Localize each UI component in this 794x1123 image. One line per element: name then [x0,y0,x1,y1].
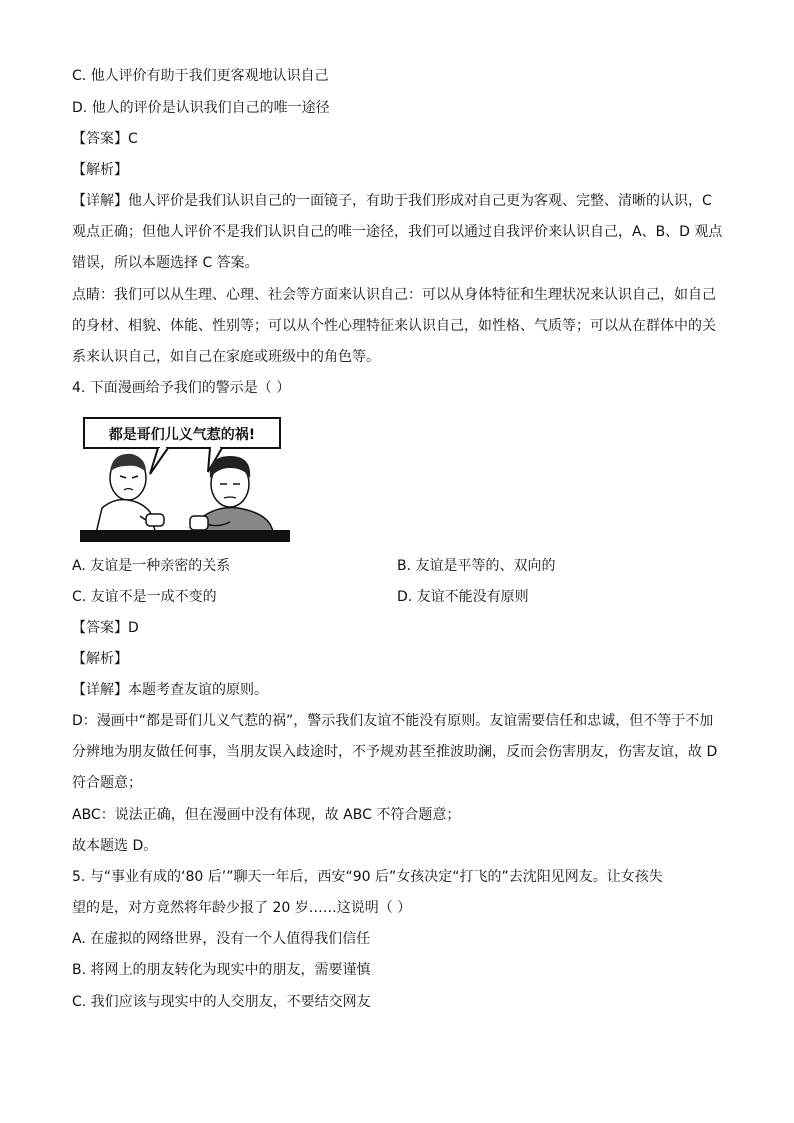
q5-stem-line-1: 5. 与“事业有成的‘80 后’”聊天一年后，西安“90 后”女孩决定“打飞的”去沈阳见网友。让女孩失 [72,869,663,885]
q5-option-b: B. 将网上的朋友转化为现实中的朋友，需要谨慎 [72,962,371,978]
q3-analysis-label: 【解析】 [72,162,128,178]
q4-option-c: C. 友谊不是一成不变的 [72,589,217,605]
q5-option-c: C. 我们应该与现实中的人交朋友，不要结交网友 [72,994,371,1010]
cartoon-image [80,412,290,542]
cartoon-caption: 都是哥们儿义气惹的祸! [108,427,256,443]
right-man-figure [190,456,278,542]
q3-note-line-2: 的身材、相貌、体能、性别等；可以从个性心理特征来认识自己，如性格、气质等；可以从在群体中的关 [72,318,716,334]
q4-answer: 【答案】D [72,620,139,636]
q4-option-b: B. 友谊是平等的、双向的 [397,558,556,574]
q4-detail-line-2: D：漫画中“都是哥们儿义气惹的祸”，警示我们友谊不能没有原则。友谊需要信任和忠诚，但不等于不加 [72,713,714,729]
q4-detail-line-3: 分辨地为朋友做任何事，当朋友误入歧途时，不予规劝甚至推波助澜，反而会伤害朋友，伤害友谊，故 D [72,744,718,760]
q4-option-a: A. 友谊是一种亲密的关系 [72,558,231,574]
q5-option-a: A. 在虚拟的网络世界，没有一个人值得我们信任 [72,931,371,947]
q3-option-d: D. 他人的评价是认识我们自己的唯一途径 [72,100,330,116]
q4-detail-line-4: 符合题意； [72,775,142,791]
q4-option-d: D. 友谊不能没有原则 [397,589,529,605]
q3-note-line-3: 系来认识自己，如自己在家庭或班级中的角色等。 [72,349,380,365]
q3-note-line-1: 点睛：我们可以从生理、心理、社会等方面来认识自己：可以从身体特征和生理状况来认识自己，如自己 [72,287,716,303]
q3-answer: 【答案】C [72,131,138,147]
q3-detail-line-3: 错误，所以本题选择 C 答案。 [72,255,259,271]
q4-detail-line-1: 【详解】本题考查友谊的原则。 [72,682,268,698]
q5-stem-line-2: 望的是，对方竟然将年龄少报了 20 岁……这说明（ ） [72,900,412,916]
q3-option-c: C. 他人评价有助于我们更客观地认识自己 [72,68,329,84]
q3-detail-line-1: 【详解】他人评价是我们认识自己的一面镜子，有助于我们形成对自己更为客观、完整、清晰的认识，C [72,193,712,209]
q3-detail-line-2: 观点正确；但他人评价不是我们认识自己的唯一途径，我们可以通过自我评价来认识自己，A、B、D 观点 [72,224,723,240]
q4-detail-line-5: ABC：说法正确，但在漫画中没有体现，故 ABC 不符合题意； [72,807,461,823]
q4-stem: 4. 下面漫画给予我们的警示是（ ） [72,380,291,396]
q4-detail-line-6: 故本题选 D。 [72,838,158,854]
q4-analysis-label: 【解析】 [72,651,128,667]
